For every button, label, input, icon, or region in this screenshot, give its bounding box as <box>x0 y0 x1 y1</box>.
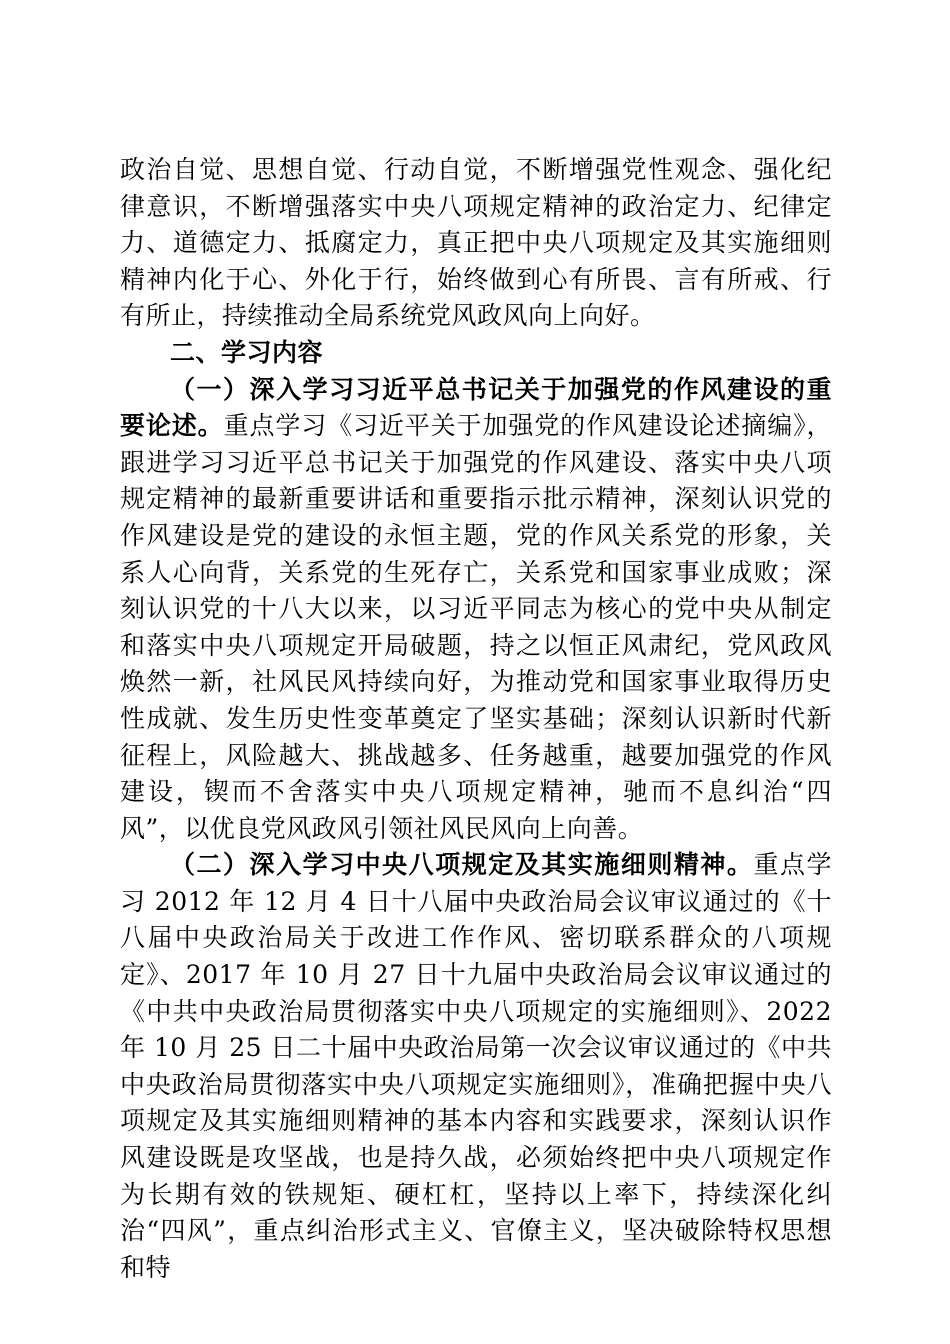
item-2-body: 重点学习 2012 年 12 月 4 日十八届中央政治局会议审议通过的《十八届中央政治局关于改进工作作风、密切联系群众的八项规定》、2017 年 10 月 27 日十九届中央政治局会议审议通过的《中共中央政治局贯彻落实中央八项规定的实施细则》、2022 年 10 月 25 日二十届中央政治局第一次会议审议通过的《中共中央政治局贯彻落实中央八项规定实施细则》，准确把握中央八项规定及其实施细则精神的基本内容和实践要求，深刻认识作风建设既是攻坚战，也是持久战，必须始终把中央八项规定作为长期有效的铁规矩、硬杠杠，坚持以上率下，持续深化纠治“四风”，重点纠治形式主义、官僚主义，坚决破除特权思想和特 <box>120 850 832 1282</box>
document-body <box>120 152 832 1286</box>
paragraph-item-2 <box>120 847 832 1286</box>
paragraph-item-1 <box>120 372 832 848</box>
section-heading-study-content: 二、学习内容 <box>170 337 324 367</box>
item-1-lead: （一）深入学习习近平总书记关于加强党的作风建设的重要论述。 <box>120 374 832 441</box>
item-2-lead: （二）深入学习中央八项规定及其实施细则精神。 <box>170 850 754 880</box>
item-1-body: 重点学习《习近平关于加强党的作风建设论述摘编》，跟进学习习近平总书记关于加强党的作风建设、落实中央八项规定精神的最新重要讲话和重要指示批示精神，深刻认识党的作风建设是党的建设的永恒主题，党的作风关系党的形象，关系人心向背，关系党的生死存亡，关系党和国家事业成败；深刻认识党的十八大以来，以习近平同志为核心的党中央从制定和落实中央八项规定开局破题，持之以恒正风肃纪，党风政风焕然一新，社风民风持续向好，为推动党和国家事业取得历史性成就、发生历史性变革奠定了坚实基础；深刻认识新时代新征程上，风险越大、挑战越多、任务越重，越要加强党的作风建设，锲而不舍落实中央八项规定精神，驰而不息纠治“四风”，以优良党风政风引领社风民风向上向善。 <box>120 411 832 843</box>
paragraph-continuation: 政治自觉、思想自觉、行动自觉，不断增强党性观念、强化纪律意识，不断增强落实中央八项规定精神的政治定力、纪律定力、道德定力、抵腐定力，真正把中央八项规定及其实施细则精神内化于心、外化于行，始终做到心有所畏、言有所戒、行有所止，持续推动全局系统党风政风向上向好。 <box>120 155 832 331</box>
